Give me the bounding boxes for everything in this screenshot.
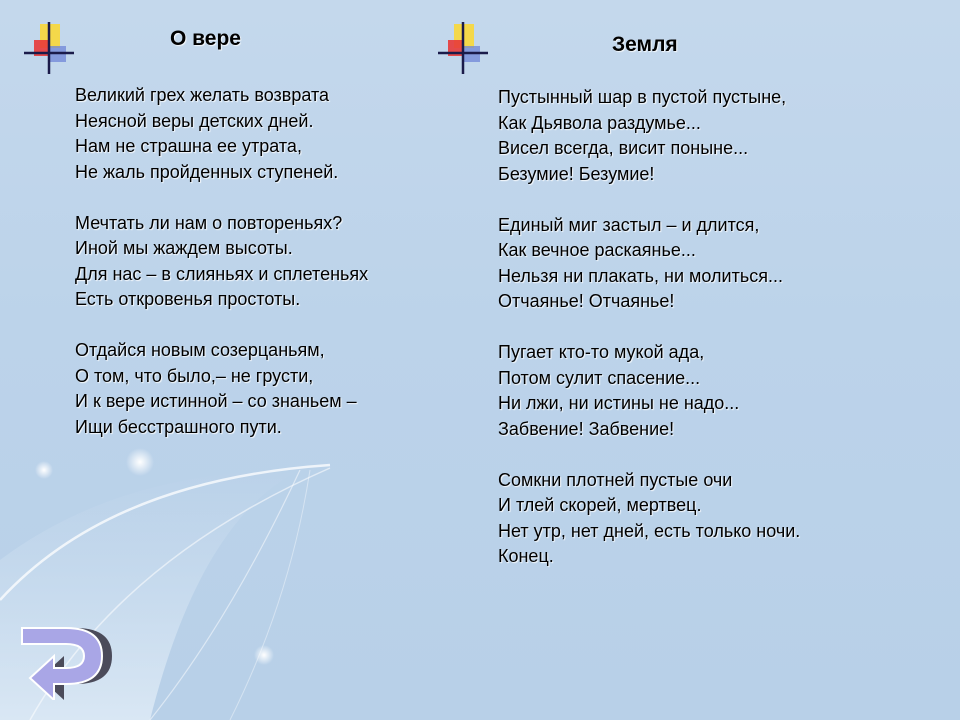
poem-line: Великий грех желать возврата: [75, 85, 330, 105]
left-poem: [75, 83, 368, 440]
stanza: [498, 85, 800, 187]
stanza: [75, 338, 368, 440]
right-poem: [498, 85, 800, 570]
stanza: [75, 211, 368, 313]
poem-line: Отчаянье! Отчаянье!: [498, 291, 675, 311]
poem-line: Иной мы жаждем высоты.: [75, 238, 293, 258]
right-poem-title: Земля: [612, 33, 678, 56]
poem-line: Безумие! Безумие!: [498, 163, 655, 184]
poem-line: Отдайся новым созерцаньям,: [75, 340, 325, 360]
poem-line: Потом сулит спасение...: [498, 367, 701, 388]
poem-line: О том, что было,– не грусти,: [75, 365, 314, 386]
colored-squares-crosshair-icon: [434, 20, 490, 76]
poem-line: Нам не страшна ее утрата,: [75, 136, 302, 156]
poem-line: Забвение! Забвение!: [498, 418, 675, 439]
poem-line: Как вечное раскаянье...: [498, 240, 696, 260]
colored-squares-crosshair-icon: [20, 20, 76, 76]
poem-line: Не жаль пройденных ступеней.: [75, 161, 339, 182]
poem-line: Пустынный шар в пустой пустыне,: [498, 87, 787, 107]
return-button[interactable]: [14, 616, 114, 700]
poem-line: Пугает кто-то мукой ада,: [498, 342, 705, 362]
poem-line: Висел всегда, висит поныне...: [498, 138, 749, 158]
stanza: [498, 468, 800, 570]
poem-line: Мечтать ли нам о повтореньях?: [75, 212, 343, 233]
return-arrow-icon: [22, 628, 112, 700]
stanza: [498, 340, 800, 442]
poem-line: Ни лжи, ни истины не надо...: [498, 393, 740, 413]
left-poem-title: О вере: [170, 27, 241, 50]
poem-line: Нельзя ни плакать, ни молиться...: [498, 265, 783, 286]
poem-line: Неясной веры детских дней.: [75, 110, 314, 131]
stanza: [75, 83, 368, 185]
poem-line: Есть откровенья простоты.: [75, 289, 301, 309]
poem-line: Для нас – в слияньях и сплетеньях: [75, 263, 369, 284]
poem-line: Конец.: [498, 546, 554, 566]
poem-line: И к вере истинной – со знаньем –: [75, 391, 357, 411]
poem-line: Сомкни плотней пустые очи: [498, 469, 733, 490]
poem-line: И тлей скорей, мертвец.: [498, 495, 702, 515]
poem-line: Как Дьявола раздумье...: [498, 112, 701, 133]
poem-line: Единый миг застыл – и длится,: [498, 214, 760, 235]
poem-line: Ищи бесстрашного пути.: [75, 416, 282, 437]
poem-line: Нет утр, нет дней, есть только ночи.: [498, 520, 801, 541]
stanza: [498, 213, 800, 315]
